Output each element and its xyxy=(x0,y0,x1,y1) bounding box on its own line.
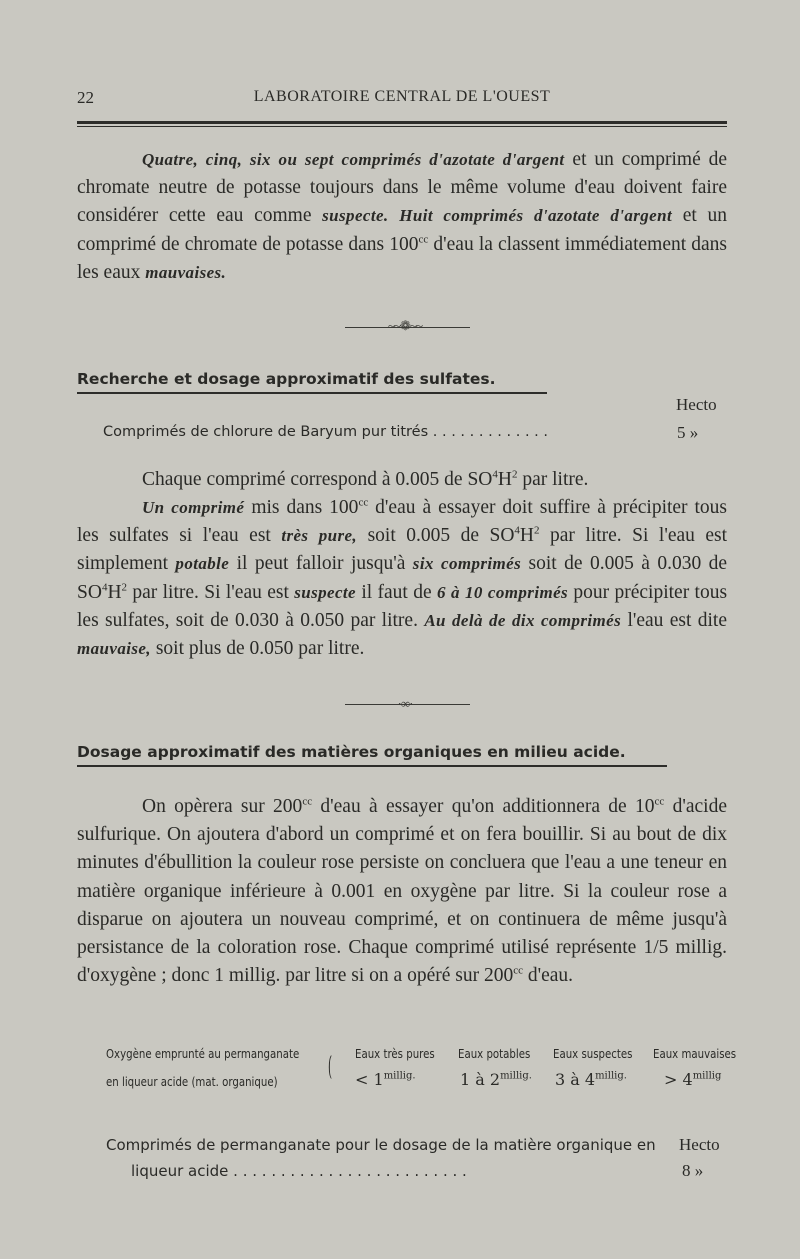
row-label-1: Oxygène emprunté au permanganate xyxy=(106,1047,300,1061)
section-title-sulfates: Recherche et dosage approximatif des sulfates. xyxy=(77,370,496,388)
intro-paragraph: Quatre, cinq, six ou sept comprimés d'azotate d'argent et un comprimé de chromate neutre de potasse toujours dans le même volume d'eau doivent faire considérer cette eau comme suspecte. Huit comprimés d'azotate d'argent et un comprimé de chromate de potasse dans $100^{cc}$ d'eau la classent immédiatement dans les eaux mauvaises. xyxy=(77,149,728,283)
section-underline-sulfates xyxy=(77,392,547,394)
unit-header-hecto: Hecto xyxy=(676,395,717,414)
col-header-mauvaises: Eaux mauvaises xyxy=(653,1047,737,1061)
running-title: LABORATOIRE CENTRAL DE L'OUEST xyxy=(253,88,551,105)
col-header-suspectes: Eaux suspectes xyxy=(553,1047,633,1061)
value-mauvaises: > $4^{millig}$ xyxy=(664,1070,722,1089)
sulfates-paragraph-1: Chaque comprimé correspond à 0.005 de $SO^4H^2$ par litre. xyxy=(142,468,589,490)
page-number: 22 xyxy=(77,88,94,107)
product-permanganate-line2: liqueur acide . . . . . . . . . . . . . . . . . . . . . . . . . xyxy=(131,1162,467,1180)
section-title-organiques: Dosage approximatif des matières organiques en milieu acide. xyxy=(77,743,626,761)
header-rule xyxy=(77,121,727,124)
product-baryum: Comprimés de chlorure de Baryum pur titrés . . . . . . . . . . . . . xyxy=(103,424,549,440)
header-rule-thin xyxy=(77,126,727,127)
brace: ( xyxy=(328,1052,333,1082)
col-header-potables: Eaux potables xyxy=(458,1047,531,1061)
organiques-paragraph: On opèrera sur $200^{cc}$ d'eau à essayer qu'on additionnera de $10^{cc}$ d'acide sulfurique. On ajoutera d'abord un comprimé et on fera bouillir. Si au bout de dix minutes d'ébullition la couleur rose persiste on concluera que l'eau a une teneur en matière organique inférieure à 0.001 en oxygène par litre. Si la couleur rose a disparue on ajoutera un nouveau comprimé, et on continuera de même jusqu'à persistance de la coloration rose. Chaque comprimé utilisé représente 1/5 millig. d'oxygène ; donc 1 millig. par litre si on a opéré sur $200^{cc}$ d'eau. xyxy=(77,795,727,987)
emphasis-mauvaises: mauvaises. xyxy=(145,262,227,282)
ornament-glyph-2: ·∞· xyxy=(397,696,413,711)
value-suspectes: 3 à $4^{millig.}$ xyxy=(555,1070,627,1089)
value-potables: 1 à $2^{millig.}$ xyxy=(460,1070,532,1089)
emphasis-huit: Huit comprimés d'azotate d'argent xyxy=(399,206,673,226)
section-underline-organiques xyxy=(77,765,667,767)
product-permanganate-line1: Comprimés de permanganate pour le dosage de la matière organique en xyxy=(106,1136,656,1154)
value-tres-pures: < $1^{millig.}$ xyxy=(355,1070,416,1089)
ornament-glyph: ~~❁~~ xyxy=(387,318,423,333)
sulfates-paragraph-2: Un comprimé mis dans $100^{cc}$ d'eau à essayer doit suffire à précipiter tous les sulfates si l'eau est très pure, soit 0.005 de $SO^4H^2$ par litre. Si l'eau est simplement potable il peut falloir jusqu'à six comprimés soit de 0.005 à 0.030 de $SO^4H^2$ par litre. Si l'eau est suspecte il faut de 6 à 10 comprimés pour précipiter tous les sulfates, soit de 0.030 à 0.050 par litre. Au delà de dix comprimés l'eau est dite mauvaise, soit plus de 0.050 par litre. xyxy=(77,496,728,660)
emphasis-quatre-cinq: Quatre, cinq, six ou sept comprimés d'azotate d'argent xyxy=(142,150,565,169)
price-permanganate: 8 » xyxy=(682,1161,704,1180)
price-baryum: 5 » xyxy=(677,423,699,442)
row-label-2: en liqueur acide (mat. organique) xyxy=(106,1075,278,1089)
col-header-tres-pures: Eaux très pures xyxy=(355,1047,435,1061)
page-header xyxy=(77,88,727,112)
emphasis-suspecte: suspecte. xyxy=(322,206,389,226)
unit-header-hecto-2: Hecto xyxy=(679,1135,720,1154)
